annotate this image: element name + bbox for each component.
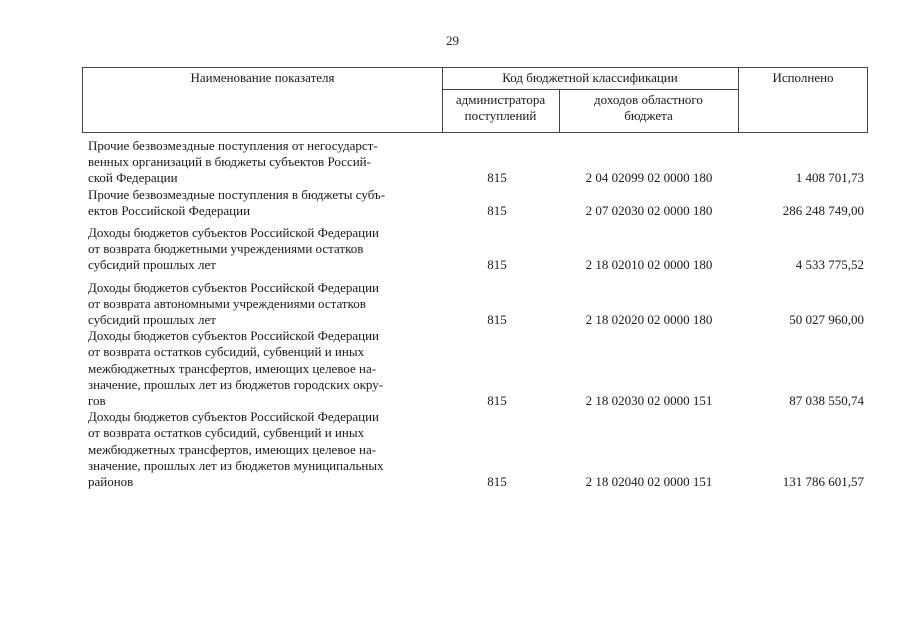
row-name-line: от возврата остатков субсидий, субвенций и иных xyxy=(88,425,365,441)
header-subdivider xyxy=(442,89,738,90)
table-body xyxy=(82,138,868,490)
header-name: Наименование показателя xyxy=(190,70,335,85)
row-name-line: значение, прошлых лет из бюджетов муниципальных xyxy=(88,457,384,473)
row-income-code: 2 18 02040 02 0000 151 xyxy=(585,474,713,490)
row-income-code: 2 18 02030 02 0000 151 xyxy=(585,393,713,409)
header-executed: Исполнено xyxy=(772,70,834,85)
row-name-line: межбюджетных трансфертов, имеющих целевое на- xyxy=(88,441,377,457)
header-admin-line1: администратора xyxy=(455,92,546,107)
row-admin-code: 815 xyxy=(487,393,507,409)
table-row xyxy=(82,280,868,329)
row-name-line: ектов Российской Федерации xyxy=(88,202,251,218)
row-name-line: Доходы бюджетов субъектов Российской Федерации xyxy=(88,225,379,241)
row-income-code: 2 18 02020 02 0000 180 xyxy=(585,312,713,328)
row-income-code: 2 07 02030 02 0000 180 xyxy=(585,202,713,218)
row-name-line: от возврата бюджетными учреждениями остатков xyxy=(88,241,364,257)
row-name-line: межбюджетных трансфертов, имеющих целевое на- xyxy=(88,360,377,376)
row-name-line: от возврата автономными учреждениями остатков xyxy=(88,295,366,311)
row-amount: 4 533 775,52 xyxy=(795,257,864,273)
row-amount: 131 786 601,57 xyxy=(782,474,864,490)
row-name-line: значение, прошлых лет из бюджетов городских окру- xyxy=(88,376,384,392)
row-amount: 1 408 701,73 xyxy=(795,170,864,186)
row-name-line: районов xyxy=(88,474,134,490)
table-row xyxy=(82,409,868,490)
table-row xyxy=(82,138,868,187)
row-admin-code: 815 xyxy=(487,257,507,273)
row-amount: 87 038 550,74 xyxy=(789,393,864,409)
table-header xyxy=(82,67,868,133)
row-admin-code: 815 xyxy=(487,312,507,328)
row-name-line: Доходы бюджетов субъектов Российской Федерации xyxy=(88,279,379,295)
header-income-line1: доходов областного xyxy=(594,92,703,107)
table-row xyxy=(82,225,868,274)
header-admin-line2: поступлений xyxy=(464,108,537,123)
row-amount: 50 027 960,00 xyxy=(789,312,864,328)
row-name-line: гов xyxy=(88,393,106,409)
header-income xyxy=(559,92,738,124)
table-row xyxy=(82,328,868,409)
row-name xyxy=(82,328,438,409)
header-code-group: Код бюджетной классификации xyxy=(502,70,678,85)
row-name-line: субсидий прошлых лет xyxy=(88,257,216,273)
row-admin-code: 815 xyxy=(487,170,507,186)
row-admin-code: 815 xyxy=(487,474,507,490)
page-number: 29 xyxy=(446,33,459,48)
row-name-line: Доходы бюджетов субъектов Российской Федерации xyxy=(88,409,379,425)
row-amount: 286 248 749,00 xyxy=(782,202,864,218)
header-admin xyxy=(442,92,559,124)
table-row xyxy=(82,187,868,219)
row-name xyxy=(82,225,438,274)
row-name xyxy=(82,187,438,219)
row-name-line: субсидий прошлых лет xyxy=(88,312,216,328)
row-income-code: 2 04 02099 02 0000 180 xyxy=(585,170,713,186)
row-income-code: 2 18 02010 02 0000 180 xyxy=(585,257,713,273)
row-name-line: венных организаций в бюджеты субъектов Россий- xyxy=(88,154,371,170)
row-name-line: Прочие безвозмездные поступления в бюджеты субъ- xyxy=(88,186,386,202)
row-name-line: ской Федерации xyxy=(88,170,178,186)
header-income-line2: бюджета xyxy=(624,108,673,123)
row-name-line: Доходы бюджетов субъектов Российской Федерации xyxy=(88,328,379,344)
row-name-line: Прочие безвозмездные поступления от негосударст- xyxy=(88,138,378,153)
row-name xyxy=(82,138,438,187)
row-name xyxy=(82,409,438,490)
row-admin-code: 815 xyxy=(487,202,507,218)
row-name xyxy=(82,280,438,329)
row-name-line: от возврата остатков субсидий, субвенций и иных xyxy=(88,344,365,360)
